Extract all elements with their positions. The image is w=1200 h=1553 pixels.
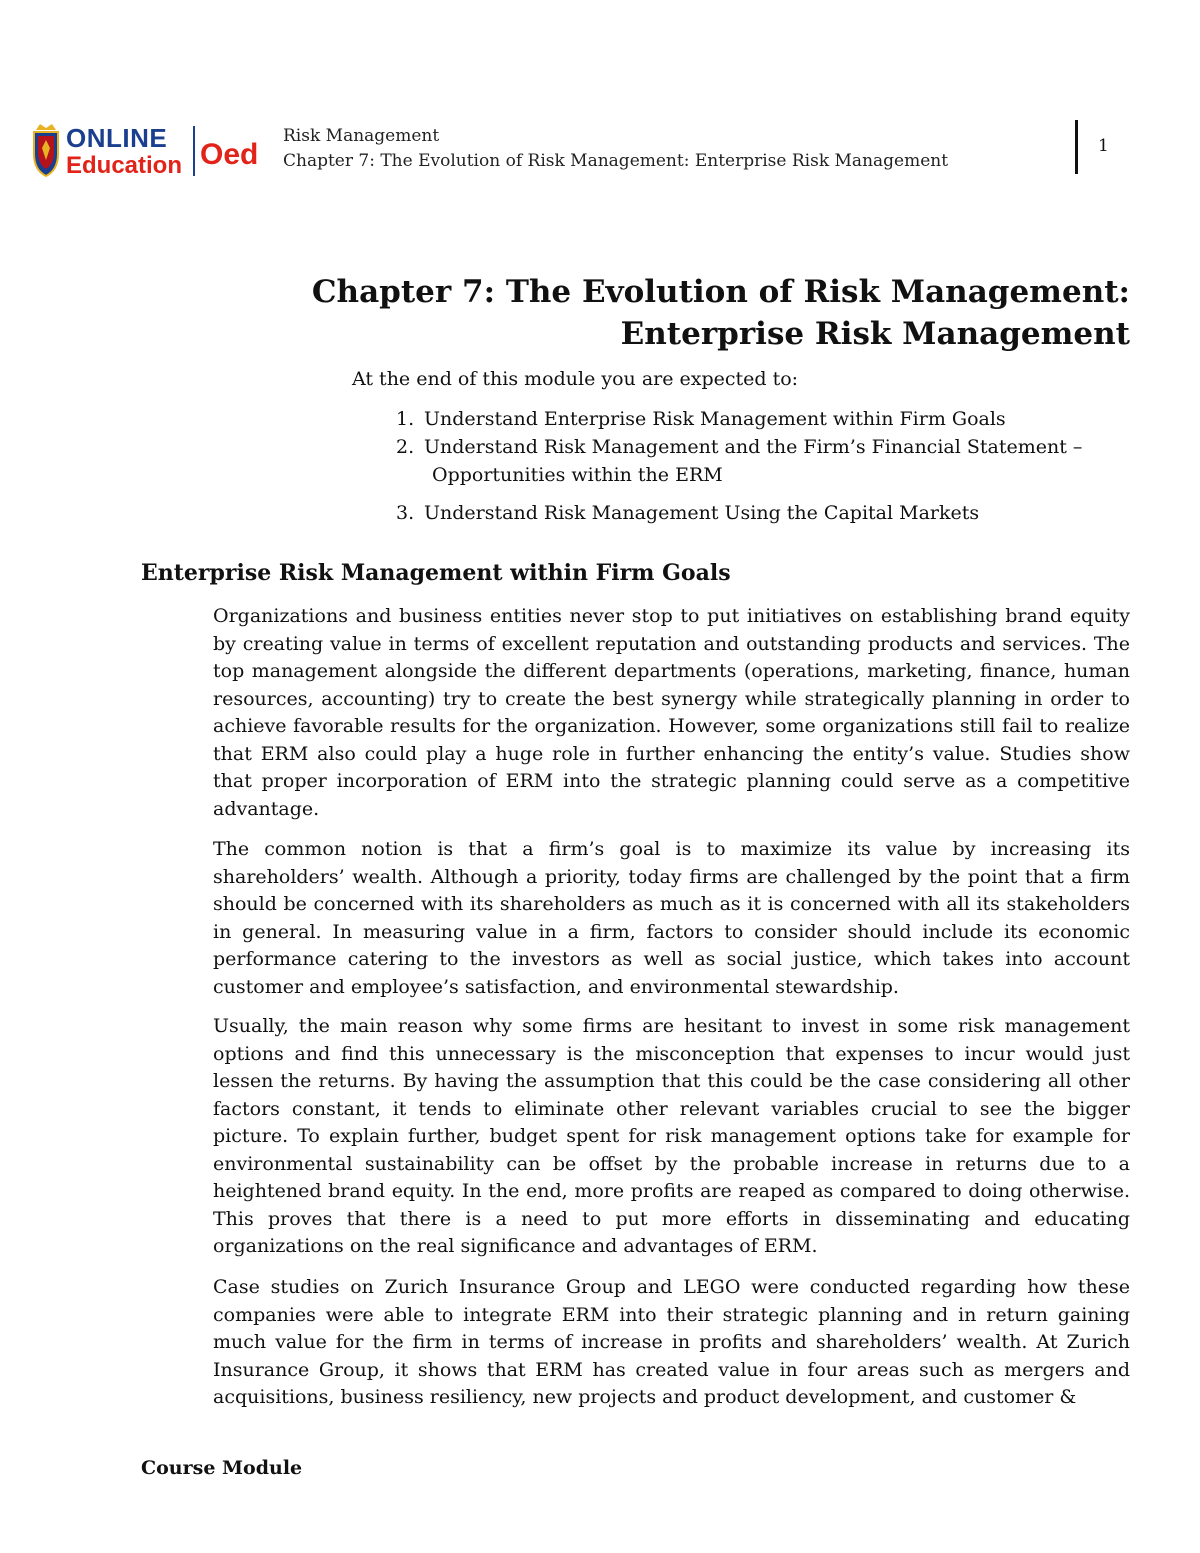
objective-text: Understand Risk Management and the Firm’s Financial Statement – [424, 436, 1083, 458]
objectives-list [396, 405, 1126, 527]
objective-item [396, 405, 1126, 433]
footer-label: Course Module [141, 1457, 303, 1479]
running-header [283, 124, 948, 174]
objective-text-continuation: Opportunities within the ERM [432, 464, 723, 486]
logo-text-oed: Oed [200, 138, 259, 171]
chapter-title-line2: Enterprise Risk Management [620, 316, 1130, 352]
objectives-intro: At the end of this module you are expected to: [352, 368, 799, 390]
logo-text-education: Education [66, 152, 183, 179]
logo-text-online: ONLINE [66, 123, 168, 153]
body-paragraph: Case studies on Zurich Insurance Group and LEGO were conducted regarding how these companies were able to integrate ERM into their strategic planning and in return gaining much value for the firm in terms of increase in profits and shareholders’ wealth. At Zurich Insurance Group, it shows that ERM has created value in four areas such as mergers and acquisitions, business resiliency, new projects and product development, and customer & [213, 1276, 1130, 1408]
objective-number: 3. [396, 502, 415, 524]
header-divider [1075, 120, 1078, 174]
objective-text: Understand Risk Management Using the Capital Markets [424, 502, 980, 524]
body-paragraph: The common notion is that a firm’s goal is to maximize its value by increasing its shareholders’ wealth. Although a priority, today firms are challenged by the point that a firm should be concerned with its shareholders as much as it is concerned with all its stakeholders in general. In measuring value in a firm, factors to consider should include its economic performance catering to the investors as well as social justice, which takes into account customer and employee’s satisfaction, and environmental stewardship. [213, 838, 1130, 998]
body-paragraph: Usually, the main reason why some firms are hesitant to invest in some risk management options and find this unnecessary is the misconception that expenses to incur would just lessen the returns. By having the assumption that this could be the case considering all other factors constant, it tends to eliminate other relevant variables crucial to see the bigger picture. To explain further, budget spent for risk management options take for example for environmental sustainability can be offset by the probable increase in returns due to a heightened brand equity. In the end, more profits are reaped as compared to doing otherwise. This proves that there is a need to put more efforts in disseminating and educating organizations on the real significance and advantages of ERM. [213, 1015, 1130, 1257]
objective-item [396, 433, 1126, 489]
objective-number: 1. [396, 408, 415, 430]
body-paragraph: Organizations and business entities never stop to put initiatives on establishing brand equity by creating value in terms of excellent reputation and outstanding products and services. The top management alongside the different departments (operations, marketing, finance, human resources, accounting) try to create the best synergy while strategically planning in order to achieve favorable results for the organization. However, some organizations still fail to realize that ERM also could play a huge role in further enhancing the entity’s value. Studies show that proper incorporation of ERM into the strategic planning could serve as a competitive advantage. [213, 605, 1130, 820]
header-subject: Risk Management [283, 126, 440, 146]
chapter-title [230, 271, 1130, 355]
objective-item [396, 499, 1126, 527]
header-chapter: Chapter 7: The Evolution of Risk Management: Enterprise Risk Management [283, 151, 949, 171]
chapter-title-line1: Chapter 7: The Evolution of Risk Management: [311, 274, 1130, 310]
university-crest-icon [34, 124, 58, 176]
page-number: 1 [1098, 136, 1109, 156]
online-education-logo [30, 120, 270, 180]
objective-text: Understand Enterprise Risk Management within Firm Goals [424, 408, 1006, 430]
section-heading: Enterprise Risk Management within Firm Goals [141, 560, 731, 586]
objective-number: 2. [396, 436, 415, 458]
